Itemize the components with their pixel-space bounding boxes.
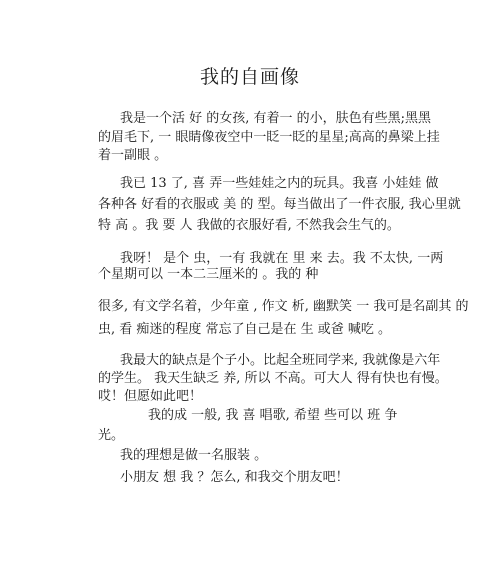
paragraph-8-line-1: 小朋友 想 我 ？怎么, 和我交个朋友吧！ xyxy=(120,470,349,485)
paragraph-3-line-2: 个星期可以 一本二三厘米的 。我的 种 xyxy=(98,267,319,282)
paragraph-5-line-1: 我最大的缺点是个子小。比起全班同学来, 我就像是六年 xyxy=(120,353,441,368)
paragraph-1-line-3: 着一副眼 。 xyxy=(98,148,168,163)
paragraph-6-line-1: 我的成 一般, 我 喜 唱歌, 希望 些可以 班 争 xyxy=(148,408,398,423)
paragraph-4-line-2: 虫, 看 痴迷的程度 常忘了自己是在 生 或爸 喊吃 。 xyxy=(98,322,392,337)
paragraph-3-line-1: 我呀！ 是个 虫，一有 我就在 里 来 去。我 不太快, 一两 xyxy=(120,251,444,266)
paragraph-6-line-2: 光。 xyxy=(98,428,125,443)
paragraph-2-line-2: 各种各 好看的衣服或 美 的 型。每当做出了一件衣服, 我心里就 xyxy=(98,197,461,212)
paragraph-2-line-3: 特 高 。我 要 人 我做的衣服好看, 不然我会生气的。 xyxy=(98,218,400,233)
paragraph-4-line-1: 很多, 有文学名着，少年童 , 作文 析, 幽默笑 一 我可是名副其 的 xyxy=(98,299,469,314)
paragraph-1-line-1: 我是一个活 好 的女孩, 有着一 的小，肤色有些黑;黑黑 xyxy=(120,111,432,126)
paragraph-1-line-2: 的眉毛下, 一 眼睛像夜空中一眨一眨的星星;高高的鼻梁上挂 xyxy=(98,130,440,145)
document-title: 我的自画像 xyxy=(199,66,300,88)
paragraph-5-line-3: 哎！但愿如此吧！ xyxy=(98,389,203,404)
paragraph-7-line-1: 我的理想是做一名服装 。 xyxy=(120,448,268,463)
paragraph-2-line-1: 我已 13 了, 喜 弄一些娃娃之内的玩具。我喜 小娃娃 做 xyxy=(120,176,439,191)
paragraph-5-line-2: 的学生。 我天生缺乏 养, 所以 不高。可大人 得有快也有慢。 xyxy=(98,371,448,386)
